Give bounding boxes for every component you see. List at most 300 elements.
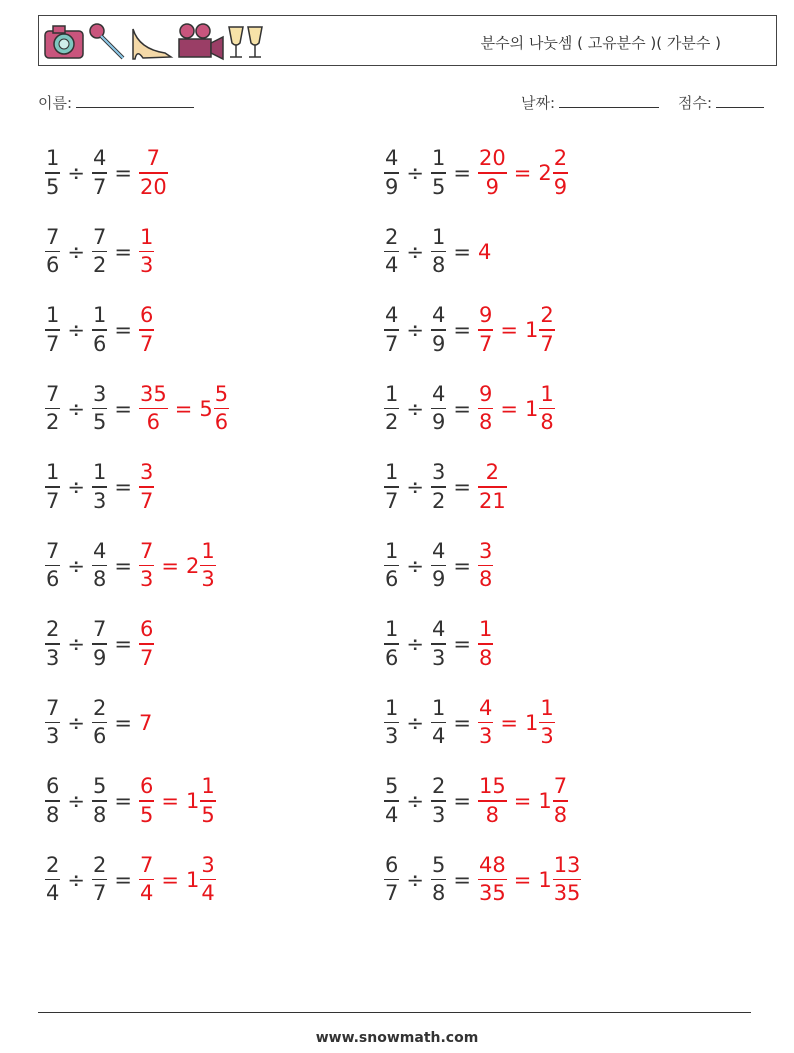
problem-item bbox=[384, 614, 493, 674]
fraction-bar bbox=[431, 643, 446, 645]
dividend-fraction bbox=[384, 695, 399, 749]
answer-whole: 7 bbox=[138, 710, 153, 735]
denominator: 21 bbox=[478, 488, 506, 513]
denominator: 6 bbox=[385, 645, 399, 670]
fraction-bar bbox=[384, 565, 399, 567]
name-field bbox=[38, 92, 194, 113]
denominator: 35 bbox=[553, 881, 581, 906]
denominator: 2 bbox=[46, 410, 60, 435]
fraction-bar bbox=[92, 565, 107, 567]
equals-sign: = bbox=[453, 632, 471, 656]
answer bbox=[139, 381, 229, 435]
denominator: 5 bbox=[431, 174, 446, 199]
numerator: 5 bbox=[431, 852, 446, 877]
denominator: 3 bbox=[385, 724, 399, 749]
numerator: 7 bbox=[139, 538, 154, 563]
numerator: 1 bbox=[431, 695, 446, 720]
fraction-bar bbox=[45, 722, 60, 724]
numerator: 2 bbox=[553, 146, 568, 171]
answer bbox=[478, 462, 507, 512]
fraction-bar bbox=[92, 800, 107, 802]
numerator: 2 bbox=[540, 303, 554, 328]
numerator: 1 bbox=[46, 303, 60, 328]
divide-sign: ÷ bbox=[406, 867, 424, 892]
numerator: 9 bbox=[478, 303, 493, 328]
denominator: 7 bbox=[92, 174, 107, 199]
answer bbox=[478, 305, 555, 355]
answer bbox=[139, 619, 154, 669]
divisor-fraction bbox=[92, 224, 107, 278]
dividend-fraction bbox=[384, 776, 399, 826]
denominator: 7 bbox=[139, 331, 154, 356]
fraction-bar bbox=[45, 329, 60, 331]
denominator: 8 bbox=[431, 881, 446, 906]
fraction-bar bbox=[384, 251, 399, 253]
mixed-fraction bbox=[539, 381, 554, 435]
dividend-fraction bbox=[45, 695, 60, 749]
answer bbox=[139, 305, 154, 355]
dividend-fraction bbox=[384, 538, 399, 592]
equals-sign: = bbox=[161, 789, 179, 813]
fraction-bar bbox=[92, 172, 107, 174]
worksheet-title: 분수의 나눗셈 ( 고유분수 )( 가분수 ) bbox=[480, 34, 721, 52]
equals-sign: = bbox=[114, 318, 132, 342]
denominator: 9 bbox=[385, 174, 399, 199]
denominator: 6 bbox=[46, 253, 60, 278]
numerator: 2 bbox=[485, 460, 500, 485]
denominator: 4 bbox=[46, 881, 60, 906]
fraction-bar bbox=[45, 643, 60, 645]
denominator: 2 bbox=[431, 488, 446, 513]
answer-fraction bbox=[139, 148, 168, 198]
divisor-fraction bbox=[431, 305, 446, 355]
fraction-bar bbox=[45, 251, 60, 253]
denominator: 9 bbox=[431, 410, 446, 435]
divide-sign: ÷ bbox=[406, 396, 424, 421]
answer bbox=[478, 695, 555, 749]
numerator: 4 bbox=[385, 146, 399, 171]
mixed-whole: 2 bbox=[185, 553, 200, 578]
denominator: 3 bbox=[92, 488, 107, 513]
fraction-bar bbox=[139, 565, 154, 567]
denominator: 7 bbox=[385, 488, 399, 513]
fraction-bar bbox=[478, 800, 507, 802]
equals-sign: = bbox=[453, 161, 471, 185]
equals-sign: = bbox=[174, 396, 193, 421]
numerator: 5 bbox=[385, 774, 399, 799]
denominator: 7 bbox=[46, 331, 60, 356]
fraction-bar bbox=[478, 643, 493, 645]
mixed-whole: 1 bbox=[538, 867, 552, 892]
dividend-fraction bbox=[45, 538, 60, 592]
denominator: 8 bbox=[92, 567, 107, 592]
denominator: 8 bbox=[478, 567, 493, 592]
footer-divider bbox=[38, 1012, 751, 1013]
answer-fraction bbox=[478, 305, 493, 355]
fraction-bar bbox=[431, 329, 446, 331]
denominator: 5 bbox=[139, 802, 154, 827]
problem-item bbox=[45, 693, 152, 753]
divisor-fraction bbox=[431, 148, 446, 198]
dividend-fraction bbox=[384, 619, 399, 669]
denominator: 8 bbox=[46, 802, 60, 827]
fraction-bar bbox=[478, 879, 507, 881]
denominator: 6 bbox=[46, 567, 60, 592]
denominator: 7 bbox=[478, 331, 493, 356]
footer-url: www.snowmath.com bbox=[315, 1030, 479, 1046]
equals-sign: = bbox=[114, 239, 132, 264]
denominator: 5 bbox=[201, 802, 215, 827]
numerator: 4 bbox=[92, 538, 107, 563]
fraction-bar bbox=[139, 486, 154, 488]
numerator: 2 bbox=[92, 695, 107, 720]
fraction-bar bbox=[45, 486, 60, 488]
divide-sign: ÷ bbox=[67, 396, 85, 421]
numerator: 1 bbox=[46, 146, 60, 171]
answer-fraction bbox=[139, 619, 154, 669]
answer-fraction bbox=[478, 538, 493, 592]
numerator: 6 bbox=[46, 774, 60, 799]
divisor-fraction bbox=[92, 381, 107, 435]
fraction-bar bbox=[92, 722, 107, 724]
dividend-fraction bbox=[384, 305, 399, 355]
answer bbox=[139, 462, 154, 512]
numerator: 1 bbox=[201, 538, 215, 563]
numerator: 4 bbox=[431, 538, 446, 563]
dividend-fraction bbox=[45, 776, 60, 826]
numerator: 7 bbox=[92, 617, 107, 642]
mixed-fraction bbox=[539, 695, 554, 749]
numerator: 1 bbox=[478, 617, 493, 642]
problem-item bbox=[384, 143, 568, 203]
fraction-bar bbox=[384, 486, 399, 488]
answer-fraction bbox=[478, 619, 493, 669]
numerator: 7 bbox=[46, 224, 60, 249]
numerator: 1 bbox=[431, 224, 446, 249]
numerator: 2 bbox=[46, 852, 60, 877]
fraction-bar bbox=[384, 879, 399, 881]
problem-item bbox=[45, 614, 154, 674]
divisor-fraction bbox=[431, 852, 446, 906]
problem-item bbox=[384, 222, 491, 282]
equals-sign: = bbox=[453, 318, 471, 342]
numerator: 7 bbox=[46, 538, 60, 563]
answer-fraction bbox=[139, 224, 154, 278]
fraction-bar bbox=[478, 565, 493, 567]
numerator: 1 bbox=[92, 303, 107, 328]
denominator: 7 bbox=[139, 488, 154, 513]
numerator: 6 bbox=[139, 774, 154, 799]
numerator: 9 bbox=[478, 381, 493, 406]
numerator: 6 bbox=[385, 852, 399, 877]
equals-sign: = bbox=[453, 867, 471, 892]
problem-item bbox=[384, 300, 555, 360]
numerator: 1 bbox=[385, 460, 399, 485]
numerator: 3 bbox=[478, 538, 493, 563]
divide-sign: ÷ bbox=[67, 318, 85, 342]
numerator: 1 bbox=[540, 381, 554, 406]
equals-sign: = bbox=[114, 710, 132, 735]
fraction-bar bbox=[431, 800, 446, 802]
mixed-whole: 1 bbox=[524, 396, 539, 421]
fraction-bar bbox=[431, 879, 446, 881]
divide-sign: ÷ bbox=[406, 710, 424, 735]
mixed-whole: 1 bbox=[538, 789, 552, 813]
denominator: 6 bbox=[385, 567, 399, 592]
answer bbox=[139, 711, 152, 735]
problem-item bbox=[384, 379, 555, 439]
numerator: 1 bbox=[46, 460, 60, 485]
numerator: 3 bbox=[139, 460, 154, 485]
fraction-bar bbox=[539, 408, 554, 410]
fraction-bar bbox=[139, 408, 168, 410]
divisor-fraction bbox=[92, 462, 107, 512]
dividend-fraction bbox=[45, 381, 60, 435]
denominator: 6 bbox=[92, 331, 107, 356]
numerator: 2 bbox=[431, 774, 446, 799]
fraction-bar bbox=[553, 800, 568, 802]
divisor-fraction bbox=[431, 224, 446, 278]
equals-sign: = bbox=[114, 867, 132, 892]
denominator: 8 bbox=[553, 802, 568, 827]
fraction-bar bbox=[384, 172, 399, 174]
fraction-bar bbox=[139, 643, 154, 645]
numerator: 6 bbox=[139, 303, 154, 328]
equals-sign: = bbox=[114, 475, 132, 499]
answer-fraction bbox=[139, 305, 154, 355]
denominator: 9 bbox=[92, 645, 107, 670]
denominator: 3 bbox=[46, 724, 60, 749]
dividend-fraction bbox=[384, 224, 399, 278]
fraction-bar bbox=[478, 722, 493, 724]
problem-item bbox=[45, 457, 154, 517]
answer bbox=[478, 619, 493, 669]
mixed-fraction bbox=[200, 538, 215, 592]
problem-item bbox=[45, 222, 154, 282]
numerator: 7 bbox=[146, 146, 161, 171]
fraction-bar bbox=[139, 879, 154, 881]
dividend-fraction bbox=[384, 148, 399, 198]
fraction-bar bbox=[478, 408, 493, 410]
header-icons bbox=[43, 21, 273, 61]
equals-sign: = bbox=[500, 396, 518, 421]
fraction-bar bbox=[92, 879, 107, 881]
fraction-bar bbox=[384, 329, 399, 331]
answer-fraction bbox=[478, 852, 507, 906]
denominator: 9 bbox=[553, 174, 568, 199]
denominator: 8 bbox=[485, 802, 500, 827]
fraction-bar bbox=[139, 172, 168, 174]
mixed-whole: 1 bbox=[185, 789, 200, 813]
mixed-fraction bbox=[539, 305, 554, 355]
mixed-fraction bbox=[553, 776, 568, 826]
denominator: 5 bbox=[92, 410, 107, 435]
numerator: 4 bbox=[92, 146, 107, 171]
denominator: 4 bbox=[385, 802, 399, 827]
fraction-bar bbox=[92, 329, 107, 331]
denominator: 9 bbox=[431, 331, 446, 356]
score-field bbox=[678, 92, 764, 113]
movie-camera-icon bbox=[179, 24, 223, 59]
denominator: 3 bbox=[540, 724, 554, 749]
denominator: 8 bbox=[431, 253, 446, 278]
answer bbox=[478, 852, 581, 906]
equals-sign: = bbox=[453, 396, 471, 421]
numerator: 2 bbox=[46, 617, 60, 642]
numerator: 7 bbox=[46, 381, 60, 406]
problem-item bbox=[45, 850, 216, 910]
numerator: 1 bbox=[92, 460, 107, 485]
numerator: 7 bbox=[139, 852, 154, 877]
divide-sign: ÷ bbox=[406, 318, 424, 342]
fraction-bar bbox=[553, 172, 568, 174]
mixed-fraction bbox=[200, 776, 215, 826]
fraction-bar bbox=[200, 800, 215, 802]
high-heel-icon bbox=[133, 29, 171, 59]
fraction-bar bbox=[139, 329, 154, 331]
fraction-bar bbox=[45, 408, 60, 410]
denominator: 3 bbox=[139, 253, 154, 278]
fraction-bar bbox=[92, 408, 107, 410]
problem-item bbox=[384, 771, 568, 831]
dividend-fraction bbox=[45, 462, 60, 512]
equals-sign: = bbox=[500, 710, 518, 735]
denominator: 3 bbox=[431, 645, 446, 670]
numerator: 6 bbox=[139, 617, 154, 642]
score-label: 점수: bbox=[678, 94, 713, 112]
numerator: 1 bbox=[385, 538, 399, 563]
divisor-fraction bbox=[92, 619, 107, 669]
answer bbox=[139, 538, 216, 592]
fraction-bar bbox=[384, 800, 399, 802]
equals-sign: = bbox=[114, 161, 132, 185]
numerator: 7 bbox=[92, 224, 107, 249]
numerator: 4 bbox=[431, 303, 446, 328]
fraction-bar bbox=[384, 722, 399, 724]
equals-sign: = bbox=[453, 710, 471, 735]
numerator: 1 bbox=[385, 695, 399, 720]
denominator: 20 bbox=[139, 174, 167, 199]
denominator: 7 bbox=[385, 331, 399, 356]
equals-sign: = bbox=[453, 475, 471, 499]
denominator: 9 bbox=[485, 174, 500, 199]
score-blank bbox=[716, 92, 764, 108]
answer-fraction bbox=[139, 776, 154, 826]
numerator: 7 bbox=[553, 774, 568, 799]
denominator: 6 bbox=[214, 410, 229, 435]
date-blank bbox=[559, 92, 659, 108]
divide-sign: ÷ bbox=[67, 789, 85, 813]
numerator: 1 bbox=[385, 617, 399, 642]
mixed-whole: 5 bbox=[199, 396, 213, 421]
numerator: 2 bbox=[92, 852, 107, 877]
problem-item bbox=[384, 850, 581, 910]
numerator: 1 bbox=[540, 695, 554, 720]
mixed-whole: 1 bbox=[524, 710, 539, 735]
dividend-fraction bbox=[45, 148, 60, 198]
numerator: 1 bbox=[385, 381, 399, 406]
dividend-fraction bbox=[45, 619, 60, 669]
answer-fraction bbox=[139, 852, 154, 906]
date-field bbox=[521, 92, 659, 113]
denominator: 7 bbox=[385, 881, 399, 906]
fraction-bar bbox=[92, 486, 107, 488]
mixed-fraction bbox=[553, 852, 582, 906]
numerator: 7 bbox=[46, 695, 60, 720]
denominator: 8 bbox=[478, 410, 493, 435]
fraction-bar bbox=[431, 486, 446, 488]
fraction-bar bbox=[92, 251, 107, 253]
fraction-bar bbox=[214, 408, 229, 410]
problem-item bbox=[384, 536, 493, 596]
equals-sign: = bbox=[513, 867, 532, 892]
denominator: 8 bbox=[92, 802, 107, 827]
divide-sign: ÷ bbox=[67, 553, 85, 578]
problem-item bbox=[384, 457, 507, 517]
problem-item bbox=[384, 693, 555, 753]
denominator: 2 bbox=[92, 253, 107, 278]
denominator: 7 bbox=[92, 881, 107, 906]
numerator: 3 bbox=[92, 381, 107, 406]
denominator: 3 bbox=[201, 567, 215, 592]
equals-sign: = bbox=[114, 553, 132, 578]
denominator: 7 bbox=[139, 645, 154, 670]
equals-sign: = bbox=[453, 239, 471, 264]
denominator: 6 bbox=[92, 724, 107, 749]
answer-fraction bbox=[478, 776, 507, 826]
denominator: 5 bbox=[46, 174, 60, 199]
fraction-bar bbox=[539, 722, 554, 724]
date-label: 날짜: bbox=[521, 94, 556, 112]
divisor-fraction bbox=[92, 852, 107, 906]
numerator: 5 bbox=[214, 381, 229, 406]
denominator: 8 bbox=[478, 645, 493, 670]
denominator: 7 bbox=[540, 331, 554, 356]
equals-sign: = bbox=[453, 553, 471, 578]
equals-sign: = bbox=[453, 789, 471, 813]
denominator: 3 bbox=[46, 645, 60, 670]
divide-sign: ÷ bbox=[406, 239, 424, 264]
divide-sign: ÷ bbox=[406, 789, 424, 813]
problem-item bbox=[45, 379, 229, 439]
answer bbox=[139, 148, 168, 198]
numerator: 4 bbox=[431, 617, 446, 642]
divide-sign: ÷ bbox=[67, 161, 85, 185]
dividend-fraction bbox=[45, 305, 60, 355]
divisor-fraction bbox=[431, 381, 446, 435]
mixed-fraction bbox=[200, 852, 215, 906]
fraction-bar bbox=[92, 643, 107, 645]
divide-sign: ÷ bbox=[406, 632, 424, 656]
divisor-fraction bbox=[92, 695, 107, 749]
fraction-bar bbox=[45, 565, 60, 567]
numerator: 4 bbox=[478, 695, 493, 720]
problem-item bbox=[45, 143, 168, 203]
answer-fraction bbox=[478, 148, 507, 198]
numerator: 1 bbox=[431, 146, 446, 171]
equals-sign: = bbox=[114, 632, 132, 656]
equals-sign: = bbox=[513, 161, 532, 185]
fraction-bar bbox=[553, 879, 582, 881]
fraction-bar bbox=[478, 329, 493, 331]
fraction-bar bbox=[431, 565, 446, 567]
denominator: 2 bbox=[385, 410, 399, 435]
problem-item bbox=[45, 536, 216, 596]
champagne-glasses-icon bbox=[229, 27, 262, 57]
answer bbox=[139, 224, 154, 278]
answer bbox=[478, 381, 555, 435]
numerator: 5 bbox=[92, 774, 107, 799]
